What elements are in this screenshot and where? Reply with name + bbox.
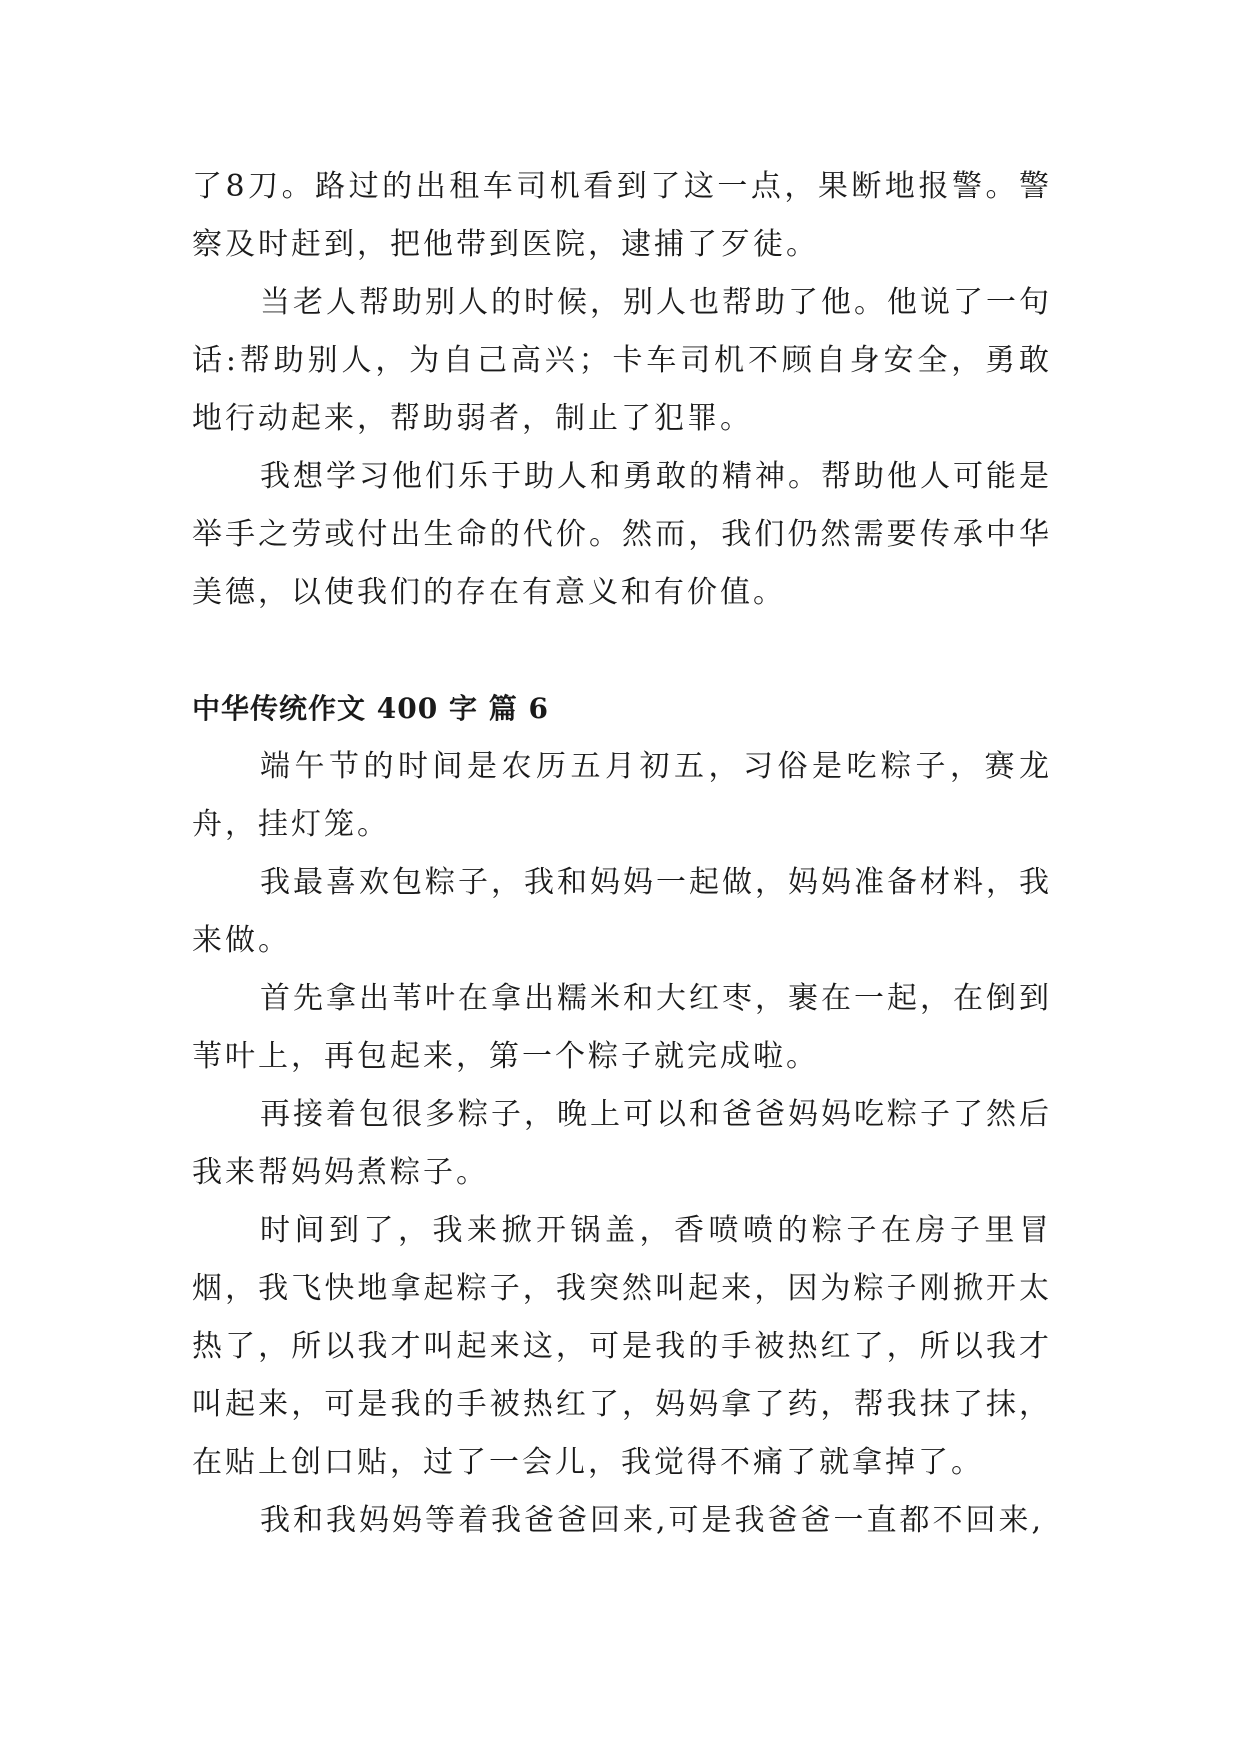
document-body xyxy=(192,158,1052,1550)
paragraph: 再接着包很多粽子，晚上可以和爸爸妈妈吃粽子了然后我来帮妈妈煮粽子。 xyxy=(192,1097,1052,1190)
section-title: 中华传统作文 400 字 篇 6 xyxy=(192,692,549,725)
paragraph: 我最喜欢包粽子，我和妈妈一起做，妈妈准备材料，我来做。 xyxy=(192,865,1052,958)
paragraph: 当老人帮助别人的时候，别人也帮助了他。他说了一句话:帮助别人，为自己高兴；卡车司机不顾自身安全，勇敢地行动起来，帮助弱者，制止了犯罪。 xyxy=(192,285,1052,436)
paragraph: 端午节的时间是农历五月初五，习俗是吃粽子，赛龙舟，挂灯笼。 xyxy=(192,749,1052,842)
paragraph: 时间到了，我来掀开锅盖，香喷喷的粽子在房子里冒烟，我飞快地拿起粽子，我突然叫起来，因为粽子刚掀开太热了，所以我才叫起来这，可是我的手被热红了，所以我才叫起来，可是我的手被热红了，妈妈拿了药，帮我抹了抹，在贴上创口贴，过了一会儿，我觉得不痛了就拿掉了。 xyxy=(192,1213,1052,1480)
paragraph: 我和我妈妈等着我爸爸回来,可是我爸爸一直都不回来, xyxy=(260,1503,1045,1538)
paragraph: 首先拿出苇叶在拿出糯米和大红枣，裹在一起，在倒到苇叶上，再包起来，第一个粽子就完成啦。 xyxy=(192,981,1052,1074)
paragraph-continuation: 了8刀。路过的出租车司机看到了这一点，果断地报警。警察及时赶到，把他带到医院，逮捕了歹徒。 xyxy=(192,169,1052,262)
paragraph: 我想学习他们乐于助人和勇敢的精神。帮助他人可能是举手之劳或付出生命的代价。然而，我们仍然需要传承中华美德，以使我们的存在有意义和有价值。 xyxy=(192,459,1052,610)
